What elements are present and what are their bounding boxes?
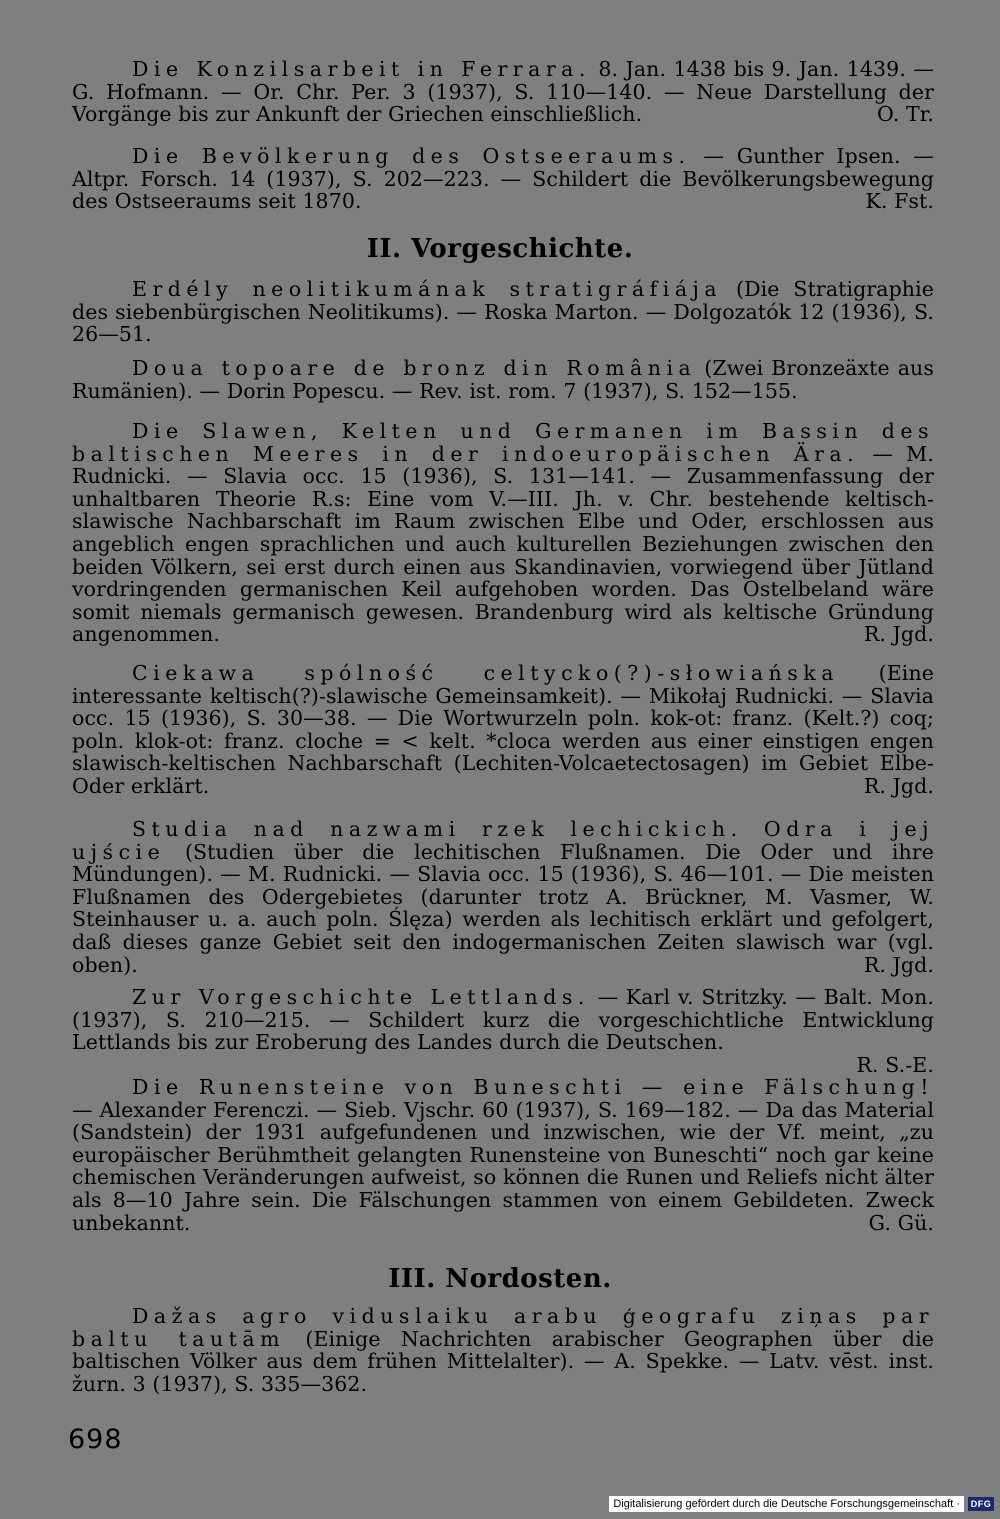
entry-signature: R. Jgd. [863,773,934,798]
entry-signature: R. Jgd. [863,622,934,647]
bibliography-entry [72,145,934,213]
entry-body: — Alexander Ferenczi. — Sieb. Vjschr. 60 (1937), S. 169—182. — Da das Material (Sandstein) der 1931 aufgefundenen und inzwischen, wie der Vf. meint, „zu europäischer Berühmtheit gelangten Runensteine von Buneschti“ noch gar keine chemischen Veränderungen aufweist, so können die Runen und Reliefs nicht älter als 8—10 Jahre sein. Die Fälschungen stammen von einem Gebildeten. Zweck unbekannt. [72,1097,934,1235]
bibliography-entry [72,818,934,976]
bibliography-entry [72,58,934,126]
page-number: 698 [68,1424,123,1455]
bibliography-entry [72,420,934,646]
entry-body: (Eine interessante keltisch(?)-slawische Gemeinsamkeit). — Mikołaj Rudnicki. — Slavia occ. 15 (1936), S. 30—38. — Die Wortwurzeln poln. kok-ot: franz. (Kelt.?) coq; poln. klok-ot: franz. cloche = < kelt. *cloca werden aus einer einstigen engen slawisch-keltischen Nachbarschaft (Lechiten-Volcaetectosagen) im Gebiet Elbe-Oder erklärt. [72,661,934,798]
entry-title: Ciekawa spólność celtycko(?)-słowiańska [132,661,839,685]
dfg-logo-icon: DFG [968,1497,994,1511]
footer-note: Digitalisierung gefördert durch die Deutsche Forschungsgemeinschaft · [609,1496,964,1512]
entry-signature: K. Fst. [865,189,934,214]
entry-title: Die Runensteine von Buneschti — eine Fälschung! [132,1075,934,1099]
bibliography-entry [72,278,934,346]
entry-title: Erdély neolitikumának stratigráfiája [132,277,723,301]
entry-body: — Gunther Ipsen. — Altpr. Forsch. 14 (1937), S. 202—223. — Schildert die Bevölkerungsbewegung des Ostseeraums seit 1870. [72,144,934,214]
entry-body: (Die Stratigraphie des siebenbürgischen Neolitikums). — Roska Marton. — Dolgozatók 12 (1936), S. 26—51. [72,277,934,347]
entry-body: 8. Jan. 1438 bis 9. Jan. 1439. — G. Hofmann. — Or. Chr. Per. 3 (1937), S. 110—140. — Neue Darstellung der Vorgänge bis zur Ankunft der Griechen einschließlich. [72,57,934,127]
section-heading: III. Nordosten. [388,1264,612,1294]
entry-body: (Einige Nachrichten arabischer Geographen über die baltischen Völker aus dem frühen Mittelalter). — A. Spekke. — Latv. vēst. inst. žurn. 3 (1937), S. 335—362. [72,1326,935,1396]
entry-signature: R. Jgd. [863,952,934,977]
entry-body: (Zwei Bronzeäxte aus Rumänien). — Dorin Popescu. — Rev. ist. rom. 7 (1937), S. 152—155. [72,356,934,403]
entry-title: Doua topoare de bronz din România [132,356,697,380]
bibliography-entry [72,1305,934,1395]
bibliography-entry [72,1076,934,1234]
entry-title: Die Slawen, Kelten und Germanen im Bassin des baltischen Meeres in der indoeuropäischen Ära. [72,419,934,466]
digitization-footer [609,1493,994,1515]
entry-title: Die Bevölkerung des Ostseeraums. [132,144,691,168]
entry-signature: O. Tr. [877,102,934,127]
entry-title: Dažas agro viduslaiku arabu ģeografu ziņas par baltu tautām [72,1304,934,1351]
bibliography-entry [72,986,934,1076]
bibliography-entry [72,662,934,798]
section-heading: II. Vorgeschichte. [366,234,634,264]
entry-body: — Karl v. Stritzky. — Balt. Mon. (1937), S. 210—215. — Schildert kurz die vorgeschichtliche Entwicklung Lettlands bis zur Eroberung des Landes durch die Deutschen. [72,985,934,1055]
bibliography-entry [72,357,934,402]
entry-body: (Studien über die lechitischen Flußnamen. Die Oder und ihre Mündungen). — M. Rudnicki. — Slavia occ. 15 (1936), S. 46—101. — Die meisten Flußnamen des Odergebietes (darunter trotz A. Brückner, M. Vasmer, W. Steinhauser u. a. auch poln. Ślęza) werden als lechitisch erklärt und gefolgert, daß dieses ganze Gebiet seit den indogermanischen Zeiten slawisch war (vgl. oben). [72,839,934,977]
entry-body: — M. Rudnicki. — Slavia occ. 15 (1936), S. 131—141. — Zusammenfassung der unhaltbaren Theorie R.s: Eine vom V.—III. Jh. v. Chr. bestehende keltisch-slawische Nachbarschaft im Raum zwischen Elbe und Oder, erschlossen aus angeblich engen sprachlichen und auch kulturellen Beziehungen zwischen den beiden Völkern, sei erst durch einen aus Skandinavien, vorwiegend über Jütland vordringenden germanischen Keil aufgehoben worden. Das Ostelbeland wäre somit niemals germanisch gewesen. Brandenburg wird als keltische Gründung angenommen. [72,441,934,647]
entry-signature: G. Gü. [868,1210,934,1235]
entry-title: Die Konzilsarbeit in Ferrara. [132,57,591,81]
entry-signature: R. S.-E. [856,1052,934,1077]
entry-title: Studia nad nazwami rzek lechickich. Odra i jej ujście [72,817,934,864]
entry-title: Zur Vorgeschichte Lettlands. [132,985,590,1009]
